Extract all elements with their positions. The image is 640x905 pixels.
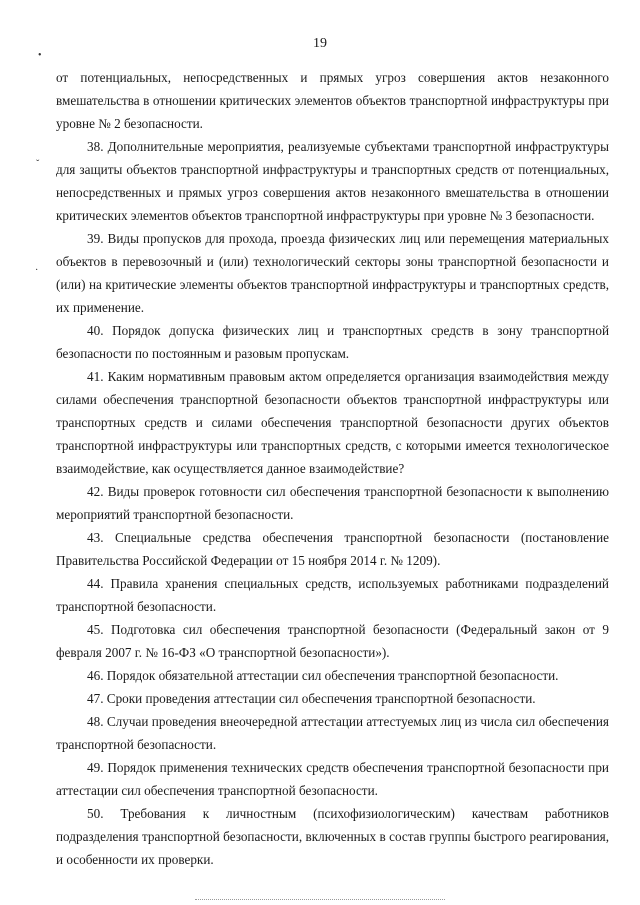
scan-speck: ˇ (36, 159, 40, 170)
paragraph-item-44: 44. Правила хранения специальных средств, используемых работниками подразделений транспортной безопасности. (56, 576, 609, 614)
scan-speck: · (35, 265, 39, 276)
paragraph-item-39: 39. Виды пропусков для прохода, проезда физических лиц или перемещения материальных объектов в перевозочный и (или) технологический секторы зоны транспортной безопасности и (или) на критические элементы объектов транспортной инфраструктуры и транспортных средств, их применение. (56, 231, 609, 315)
paragraph-item-38: 38. Дополнительные мероприятия, реализуемые субъектами транспортной инфраструктуры для защиты объектов транспортной инфраструктуры и транспортных средств от потенциальных, непосредственных и прямых угроз совершения актов незаконного вмешательства в отношении критических элементов объектов транспортной инфраструктуры при уровне № 3 безопасности. (56, 139, 609, 223)
paragraph-item-45: 45. Подготовка сил обеспечения транспортной безопасности (Федеральный закон от 9 февраля 2007 г. № 16-ФЗ «О транспортной безопасности»). (56, 622, 609, 660)
document-body (56, 66, 609, 871)
paragraph-item-40: 40. Порядок допуска физических лиц и транспортных средств в зону транспортной безопасности по постоянным и разовым пропускам. (56, 323, 609, 361)
paragraph-item-49: 49. Порядок применения технических средств обеспечения транспортной безопасности при аттестации сил обеспечения транспортной безопасности. (56, 760, 609, 798)
paragraph-continued: от потенциальных, непосредственных и прямых угроз совершения актов незаконного вмешательства в отношении критических элементов объектов транспортной инфраструктуры при уровне № 2 безопасности. (56, 70, 609, 131)
paragraph-item-48: 48. Случаи проведения внеочередной аттестации аттестуемых лиц из числа сил обеспечения транспортной безопасности. (56, 714, 609, 752)
paragraph-item-43: 43. Специальные средства обеспечения транспортной безопасности (постановление Правительства Российской Федерации от 15 ноября 2014 г. № 1209). (56, 530, 609, 568)
paragraph-item-41: 41. Каким нормативным правовым актом определяется организация взаимодействия между силами обеспечения транспортной безопасности объектов транспортной инфраструктуры или транспортных средств и силами обеспечения транспортной безопасности других объектов транспортной инфраструктуры или транспортных средств, с которыми имеется технологическое взаимодействие, как осуществляется данное взаимодействие? (56, 369, 609, 476)
paragraph-item-50: 50. Требования к личностным (психофизиологическим) качествам работников подразделения транспортной безопасности, включенных в состав группы быстрого реагирования, и особенности их проверки. (56, 806, 609, 867)
paragraph-item-46: 46. Порядок обязательной аттестации сил обеспечения транспортной безопасности. (87, 668, 559, 683)
paragraph-item-47: 47. Сроки проведения аттестации сил обеспечения транспортной безопасности. (87, 691, 536, 706)
scan-bottom-edge (195, 899, 445, 900)
paragraph-item-42: 42. Виды проверок готовности сил обеспечения транспортной безопасности к выполнению мероприятий транспортной безопасности. (56, 484, 609, 522)
scan-speck: • (38, 50, 42, 61)
page-number: 19 (313, 36, 327, 51)
